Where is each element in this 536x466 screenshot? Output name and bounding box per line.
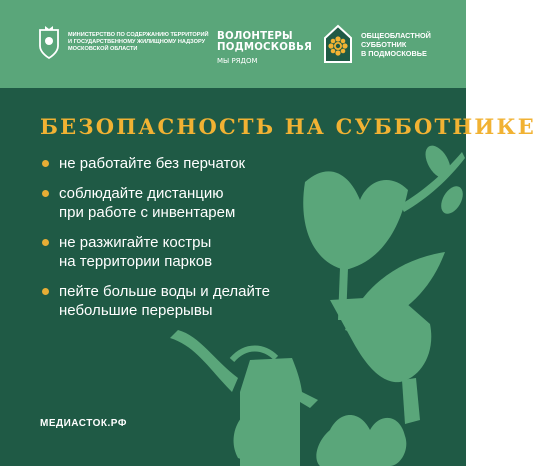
- trowel-decor: [330, 296, 431, 382]
- volunteers-logo: [217, 31, 312, 65]
- bullet-dot: [42, 190, 49, 197]
- flower-decor: [303, 171, 408, 270]
- footer-source: МЕДИАСТОК.РФ: [40, 418, 127, 429]
- volunteers-line-2: ПОДМОСКОВЬЯ: [217, 42, 313, 53]
- list-item-line: небольшие перерывы: [59, 302, 213, 319]
- header-band: [0, 0, 466, 88]
- volunteers-tagline: МЫ РЯДОМ: [217, 57, 258, 65]
- subbotnik-name: [361, 31, 431, 58]
- flower-bottom-decor: [316, 415, 406, 466]
- list-item-text: [59, 282, 309, 320]
- volunteers-line-1: ВОЛОНТЕРЫ: [217, 31, 293, 42]
- list-item-line: не разжигайте костры: [59, 234, 212, 251]
- list-item: [42, 154, 309, 173]
- list-item: [42, 233, 309, 271]
- list-item-line: пейте больше воды и делайте: [59, 283, 270, 300]
- crest-icon: [36, 24, 62, 60]
- ministry-line-1: МИНИСТЕРСТВО ПО СОДЕРЖАНИЮ ТЕРРИТОРИЙ: [68, 32, 209, 38]
- list-item-text: [59, 184, 309, 222]
- subbotnik-line-2: СУББОТНИК: [361, 39, 407, 49]
- ministry-line-2: И ГОСУДАРСТВЕННОМУ ЖИЛИЩНОМУ НАДЗОРУ: [68, 39, 206, 45]
- ministry-logo: [36, 24, 218, 60]
- leaf-top-right: [420, 141, 455, 182]
- subbotnik-line-1: ОБЩЕОБЛАСТНОЙ: [361, 30, 431, 40]
- list-item-line: при работе с инвентарем: [59, 204, 236, 221]
- list-item-line: соблюдайте дистанцию: [59, 185, 224, 202]
- ministry-line-3: МОСКОВСКОЙ ОБЛАСТИ: [68, 46, 138, 52]
- bullet-dot: [42, 239, 49, 246]
- bullet-dot: [42, 160, 49, 167]
- ministry-name: [68, 32, 218, 53]
- subbotnik-line-3: В ПОДМОСКОВЬЕ: [361, 48, 427, 58]
- safety-list: [42, 154, 309, 331]
- subbotnik-logo: [323, 24, 431, 64]
- list-item-line: не работайте без перчаток: [59, 155, 246, 172]
- list-item-text: [59, 154, 309, 173]
- list-item-line: на территории парков: [59, 253, 213, 270]
- leaf-right-small: [437, 183, 468, 218]
- house-flower-icon: [323, 24, 353, 64]
- list-item-text: [59, 233, 309, 271]
- page-title: БЕЗОПАСНОСТЬ НА СУББОТНИКЕ: [40, 114, 536, 139]
- list-item: [42, 184, 309, 222]
- list-item: [42, 282, 309, 320]
- bullet-dot: [42, 288, 49, 295]
